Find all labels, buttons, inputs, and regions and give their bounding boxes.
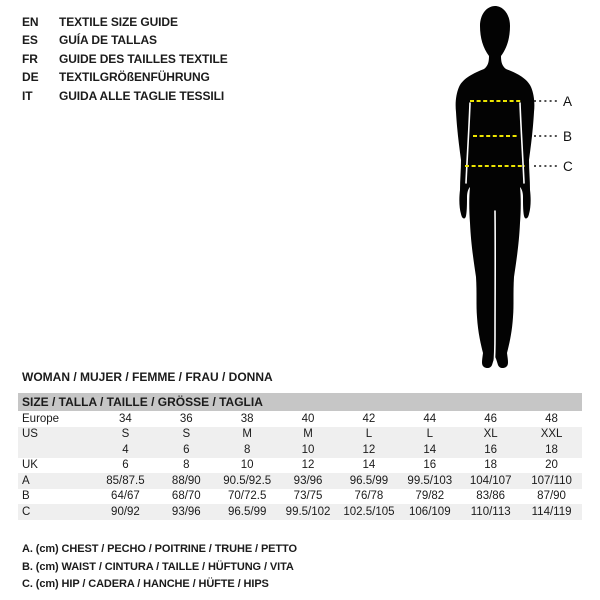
size-value: 38 bbox=[240, 412, 254, 425]
size-value: 12 bbox=[362, 443, 376, 456]
table-row bbox=[18, 427, 582, 443]
row-label: B bbox=[22, 490, 30, 503]
size-value: 70/72.5 bbox=[228, 490, 267, 503]
size-table bbox=[18, 393, 582, 520]
legend-line: B. (cm) WAIST / CINTURA / TAILLE / HÜFTUNG / VITA bbox=[22, 560, 294, 573]
language-list bbox=[22, 13, 228, 105]
size-value: 18 bbox=[545, 443, 558, 456]
size-value: 90.5/92.5 bbox=[223, 474, 272, 487]
size-value: 96.5/99 bbox=[349, 474, 389, 487]
size-value: 96.5/99 bbox=[228, 505, 267, 518]
language-code: IT bbox=[22, 88, 33, 103]
size-value: 114/119 bbox=[531, 505, 572, 518]
size-value: 79/82 bbox=[415, 490, 445, 503]
size-value: 40 bbox=[301, 412, 315, 425]
table-body bbox=[18, 411, 582, 520]
language-label: GUIDE DES TAILLES TEXTILE bbox=[59, 51, 228, 66]
size-value: 6 bbox=[183, 443, 190, 456]
size-value: 44 bbox=[423, 412, 437, 425]
size-value: XL bbox=[483, 428, 498, 441]
size-value: 42 bbox=[362, 412, 376, 425]
table-header bbox=[18, 393, 582, 411]
size-value: 76/78 bbox=[354, 490, 384, 503]
table-row bbox=[18, 411, 582, 427]
size-value: 10 bbox=[301, 443, 315, 456]
size-value: L bbox=[426, 428, 434, 441]
size-value: 99.5/102 bbox=[285, 505, 331, 518]
row-label: UK bbox=[22, 459, 38, 472]
size-value: 85/87.5 bbox=[106, 474, 145, 487]
size-value: 8 bbox=[243, 443, 251, 456]
size-value: 90/92 bbox=[111, 505, 140, 518]
size-value: 8 bbox=[183, 459, 190, 472]
size-value: S bbox=[182, 428, 191, 441]
table-header-label: SIZE / TALLA / TAILLE / GRÖSSE / TAGLIA bbox=[22, 395, 263, 409]
size-value: M bbox=[303, 428, 313, 441]
size-value: 36 bbox=[179, 412, 193, 425]
row-label: Europe bbox=[22, 412, 60, 425]
language-code: ES bbox=[22, 33, 38, 48]
language-label: GUIDA ALLE TAGLIE TESSILI bbox=[59, 88, 225, 103]
language-code: EN bbox=[22, 15, 39, 29]
size-value: 102.5/105 bbox=[343, 505, 395, 518]
language-label: TEXTILGRÖßENFÜHRUNG bbox=[59, 70, 210, 85]
language-code: DE bbox=[22, 70, 39, 85]
language-label: GUÍA DE TALLAS bbox=[59, 33, 157, 48]
measure-label-chest: A bbox=[563, 94, 573, 109]
size-value: XXL bbox=[540, 428, 563, 441]
size-value: 88/90 bbox=[171, 474, 201, 487]
size-value: 20 bbox=[545, 459, 558, 472]
woman-figure bbox=[440, 5, 600, 370]
size-value: 4 bbox=[122, 443, 129, 456]
language-row bbox=[22, 68, 228, 86]
size-value: 14 bbox=[423, 443, 437, 456]
table-row bbox=[18, 458, 582, 474]
size-value: 106/109 bbox=[409, 505, 451, 518]
language-row bbox=[22, 87, 228, 105]
row-label: A bbox=[22, 474, 30, 487]
legend-line: A. (cm) CHEST / PECHO / POITRINE / TRUHE / PETTO bbox=[22, 543, 297, 555]
size-value: 110/113 bbox=[470, 505, 511, 518]
size-value: 16 bbox=[484, 443, 498, 456]
table-row bbox=[18, 504, 582, 520]
size-value: 99.5/103 bbox=[407, 474, 453, 487]
language-row bbox=[22, 50, 228, 68]
size-value: 14 bbox=[362, 459, 376, 472]
size-value: 104/107 bbox=[469, 474, 512, 487]
size-value: 46 bbox=[484, 412, 498, 425]
language-code: FR bbox=[22, 51, 38, 66]
measure-label-hip: C bbox=[563, 159, 573, 174]
size-value: L bbox=[365, 428, 373, 441]
language-label: TEXTILE SIZE GUIDE bbox=[59, 15, 178, 29]
legend-line: C. (cm) HIP / CADERA / HANCHE / HÜFTE / HIPS bbox=[22, 578, 269, 591]
measure-label-waist: B bbox=[563, 129, 573, 144]
size-value: 83/86 bbox=[476, 490, 506, 503]
table-row bbox=[18, 473, 582, 489]
table-row bbox=[18, 442, 582, 458]
size-value: 16 bbox=[423, 459, 437, 472]
row-label: C bbox=[22, 505, 31, 518]
size-value: S bbox=[121, 428, 130, 441]
size-value: 73/75 bbox=[293, 490, 323, 503]
size-value: 87/90 bbox=[537, 490, 566, 503]
language-row bbox=[22, 13, 228, 31]
size-value: 34 bbox=[119, 412, 132, 425]
section-title: WOMAN / MUJER / FEMME / FRAU / DONNA bbox=[22, 370, 273, 384]
size-value: 12 bbox=[301, 459, 315, 472]
size-value: 68/70 bbox=[171, 490, 201, 503]
size-value: 6 bbox=[122, 459, 129, 472]
row-label: US bbox=[22, 428, 38, 441]
measurement-legend bbox=[22, 541, 297, 594]
size-value: 93/96 bbox=[293, 474, 323, 487]
size-value: 93/96 bbox=[171, 505, 201, 518]
size-value: 64/67 bbox=[111, 490, 140, 503]
size-value: M bbox=[242, 428, 252, 441]
size-value: 10 bbox=[240, 459, 254, 472]
size-value: 18 bbox=[484, 459, 498, 472]
language-row bbox=[22, 31, 228, 49]
size-value: 107/110 bbox=[531, 474, 572, 487]
table-row bbox=[18, 489, 582, 505]
size-value: 48 bbox=[545, 412, 558, 425]
